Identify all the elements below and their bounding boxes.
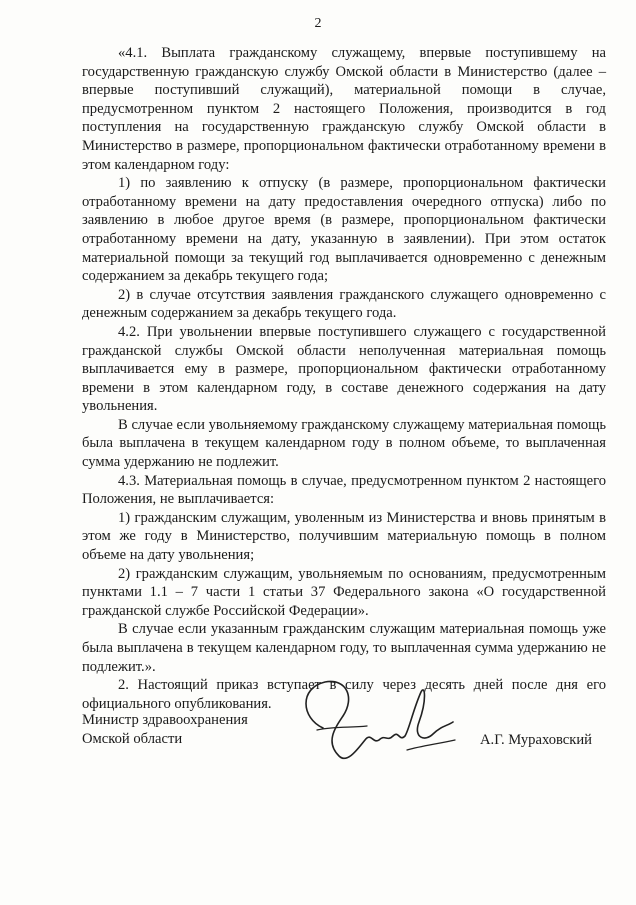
paragraph-4-3-note: В случае если указанным гражданским служащим материальная помощь уже была выплачена в текущем календарном году, то выплаченная сумма удержанию не подлежит.». — [82, 621, 606, 675]
paragraph-4-1: «4.1. Выплата гражданскому служащему, впервые поступившему на государственную гражданскую службу Омской области в Министерство (далее – впервые поступивший служащий), материальной помощи в случае, предусмотренном пунктом 2 настоящего Положения, производится в год поступления на государственную гражданскую службу Омской области в Министерство в размере, пропорциональном фактически отработанному времени в этом календарном году: — [82, 45, 606, 173]
paragraph-4-3-item-1: 1) гражданским служащим, уволенным из Министерства и вновь принятым в этом же году в Министерство, получившим материальную помощь в полном объеме на дату увольнения; — [82, 509, 606, 564]
paragraph-4-2: 4.2. При увольнении впервые поступившего служащего с государственной гражданской службы Омской области неполученная материальная помощь выплачивается ему в размере, пропорциональном фактически отработанному времени в этом календарном году, в составе денежного содержания на дату увольнения. — [82, 323, 606, 415]
paragraph-effective-date: 2. Настоящий приказ вступает в силу через десять дней после дня его официального опубликования. — [82, 677, 606, 712]
paragraph-item-2: 2) в случае отсутствия заявления гражданского служащего одновременно с денежным содержанием за декабрь текущего года. — [82, 286, 606, 322]
paragraph-4-3: 4.3. Материальная помощь в случае, предусмотренном пунктом 2 настоящего Положения, не выплачивается: — [82, 472, 606, 508]
handwritten-signature — [295, 670, 465, 770]
signatory-position — [82, 711, 248, 749]
document-body — [82, 44, 606, 713]
signatory-name: А.Г. Мураховский — [480, 732, 592, 748]
paragraph-4-3-item-2: 2) гражданским служащим, увольняемым по основаниям, предусмотренным пунктами 1.1 – 7 части 1 статьи 37 Федерального закона «О государственной гражданской службе Российской Федерации». — [82, 565, 606, 619]
paragraph-item-1: 1) по заявлению к отпуску (в размере, пропорциональном фактически отработанному времени на дату предоставления очередного отпуска) либо по заявлению в любое другое время (в размере, пропорциональном фактически отработанному времени на дату, указанную в заявлении). При этом остаток материальной помощи за текущий год выплачивается одновременно с денежным содержанием за декабрь текущего года; — [82, 175, 606, 285]
signatory-position-line2: Омской области — [82, 731, 183, 747]
signatory-position-line1: Министр здравоохранения — [82, 712, 248, 728]
paragraph-4-2-note: В случае если увольняемому гражданскому служащему материальная помощь была выплачена в текущем календарном году в полном объеме, то выплаченная сумма удержанию не подлежит. — [82, 416, 606, 471]
page-number: 2 — [314, 16, 322, 31]
